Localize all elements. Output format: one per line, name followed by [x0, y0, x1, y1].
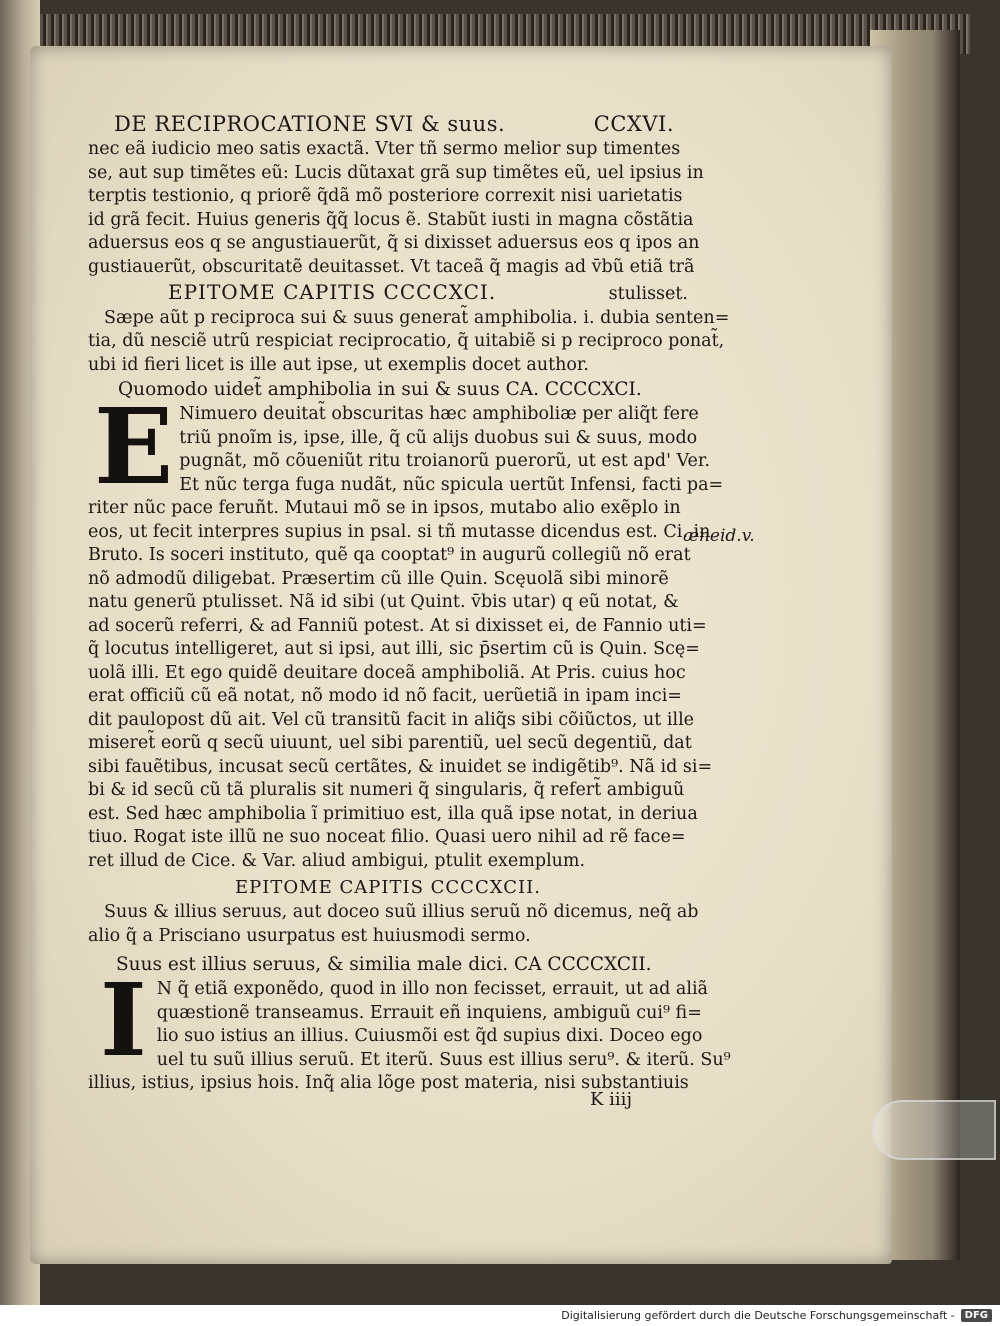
folio-number: CCXVI. [593, 112, 674, 136]
text-line: Bruto. Is soceri instituto, quẽ qa cooptat⁹ in augurũ collegiũ nõ erat [88, 545, 691, 565]
text-line: pugnãt, mõ cõueniũt ritu troianorũ puerorũ, ut est apd' Ver. [179, 451, 710, 471]
text-line: gustiauerũt, obscuritatẽ deuitasset. Vt taceã q̃ magis ad v̄bũ etiã trã [88, 256, 695, 277]
chapter-title: Suus est illius seruus, & similia male dici. CA CCCCXCII. [116, 954, 652, 975]
epitome-summary-2 [88, 901, 699, 948]
text-line: Nimuero deuitat̃ obscuritas hæc amphiboliæ per aliq̃t fere [179, 404, 699, 424]
text-line: illius, istius, ipsius hois. Inq̃ alia lõge post materia, nisi substantiuis [88, 1073, 689, 1093]
text-line: id grã fecit. Huius generis q̃q̃ locus ẽ. Stabũt iusti in magna cõstãtia [88, 209, 694, 230]
drop-cap-initial: E [94, 385, 174, 508]
text-line: nõ admodũ diligebat. Præsertim cũ ille Quin. Scęuolã sibi minorẽ [88, 568, 669, 589]
epitome-summary-1 [88, 307, 730, 378]
text-line: ubi id fieri licet is ille aut ipse, ut exemplis docet author. [88, 354, 589, 375]
epitome-heading-row [88, 279, 688, 307]
footer-credit: Digitalisierung gefördert durch die Deutsche Forschungsgemeinschaft - [561, 1309, 955, 1322]
text-line: aduersus eos q se angustiauerũt, q̃ si dixisset aduersus eos q ipos an [88, 233, 700, 253]
drop-cap-initial: I [100, 961, 147, 1079]
text-line: ret illud de Cice. & Var. aliud ambigui, ptulit exemplum. [88, 850, 586, 871]
epitome-heading: EPITOME CAPITIS CCCCXCI. [168, 280, 497, 304]
text-line: triũ pnoĩm is, ipse, ille, q̃ cũ alijs duobus sui & suus, modo [179, 427, 698, 448]
epitome-tail-word: stulisset. [608, 284, 688, 304]
page-weight-clip [872, 1100, 996, 1160]
text-line: dit paulopost dũ ait. Vel cũ transitũ facit in aliq̃s sibi cõiũctos, ut ille [88, 709, 695, 730]
text-line: se, aut sup timẽtes eũ: Lucis dũtaxat grã sup timẽtes eũ, uel ipsius in [88, 162, 704, 183]
text-line: Sæpe aũt p reciproca sui & suus generat̃ amphibolia. i. dubia senten= [104, 307, 730, 328]
marginal-note: æneid.v. [683, 526, 755, 546]
epitome-heading: EPITOME CAPITIS CCCCXCII. [235, 877, 541, 898]
text-line: alio q̃ a Prisciano usurpatus est huiusmodi sermo. [88, 925, 531, 946]
text-line: erat officiũ cũ eã notat, nõ modo id nõ facit, uerũetiã in ipam inci= [88, 686, 682, 706]
text-line: N q̃ etiã exponẽdo, quod in illo non fecisset, errauit, ut ad aliã [156, 979, 708, 999]
text-line: est. Sed hæc amphibolia ĩ primitiuo est, illa quã ipse notat, in deriua [88, 803, 698, 824]
text-line: tia, dũ nesciẽ utrũ respiciat reciprocatio, q̃ uitabiẽ si p reciproco ponat̃, [88, 331, 725, 351]
header-title: DE RECIPROCATIONE SVI & suus. [114, 112, 506, 136]
text-line: ad socerũ referri, & ad Fanniũ potest. At si dixisset ei, de Fannio uti= [88, 615, 707, 636]
text-line: uel tu suũ illius seruũ. Et iterũ. Suus est illius seru⁹. & iterũ. Su⁹ [156, 1049, 731, 1070]
digitization-footer [0, 1305, 1000, 1326]
text-line: terptis testionio, q priorẽ q̃dã mõ posteriore correxit nisi uarietatis [88, 186, 683, 206]
chapter-title: Quomodo uidet̃ amphibolia in sui & suus CA. CCCCXCI. [118, 379, 642, 400]
text-line: q̃ locutus intelligeret, aut si ipsi, aut illi, sic p̄sertim cũ is Quin. Scę= [88, 639, 700, 659]
text-line: eos, ut fecit interpres supius in psal. si tñ mutasse dicendus est. Ci. in [88, 521, 711, 542]
text-line: sibi fauẽtibus, incusat secũ certãtes, & inuidet se indigẽtib⁹. Nã id si= [88, 756, 713, 777]
dfg-logo-icon: DFG [961, 1309, 992, 1322]
text-line: nec eã iudicio meo satis exactã. Vter tñ sermo melior sup timentes [88, 139, 681, 159]
text-line: riter nũc pace feruñt. Mutaui mõ se in ipsos, mutabo alio exẽplo in [88, 498, 681, 518]
text-line: natu generũ ptulisset. Nã id sibi (ut Quint. v̄bis utar) q eũ notat, & [88, 592, 679, 612]
text-line: miseret̃ eorũ q secũ uiuunt, uel sibi parentiũ, uel secũ degentiũ, dat [88, 733, 692, 753]
text-line: tiuo. Rogat iste illũ ne suo noceat filio. Quasi uero nihil ad rẽ face= [88, 827, 686, 847]
text-line: bi & id secũ cũ tã pluralis sit numeri q̃ singularis, q̃ refert̃ ambiguũ [88, 780, 685, 800]
running-header [114, 112, 674, 136]
text-line: uolã illi. Et ego quidẽ deuitare doceã amphiboliã. At Pris. cuius hoc [88, 662, 686, 683]
signature-mark: K iiij [590, 1089, 633, 1110]
text-line: Et nũc terga fuga nudãt, nũc spicula uertũt Infensi, facti pa= [179, 474, 724, 495]
text-line: Suus & illius seruus, aut doceo suũ illius seruũ nõ dicemus, neq̃ ab [104, 902, 699, 922]
text-block-a [88, 138, 704, 279]
text-line: quæstionẽ transeamus. Errauit eñ inquiens, ambiguũ cui⁹ fi= [156, 1002, 702, 1023]
text-line: lio suo istius an illius. Cuiusmõi est q̃d supius dixi. Doceo ego [156, 1026, 703, 1046]
